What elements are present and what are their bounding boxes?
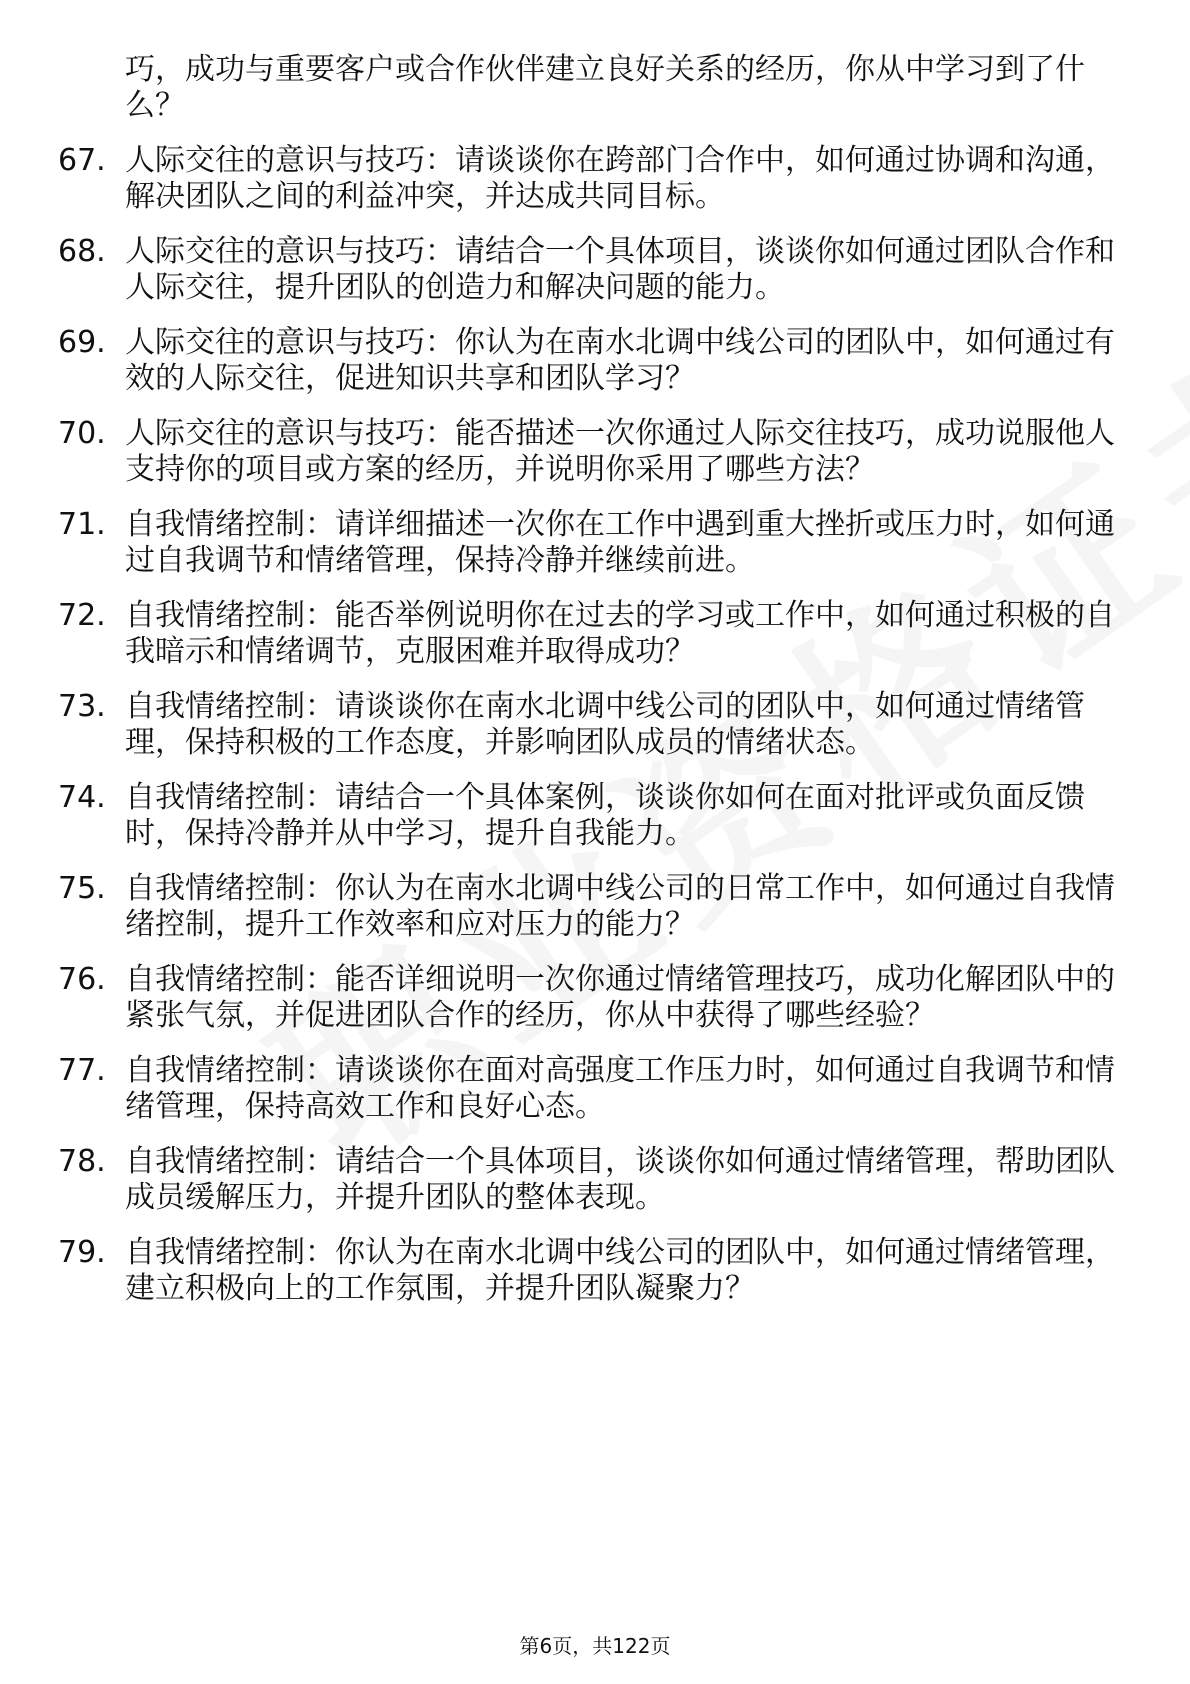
question-item-79: [58, 1235, 1128, 1307]
question-text: 自我情绪控制：请谈谈你在面对高强度工作压力时，如何通过自我调节和情绪管理，保持高效工作和良好心态。: [125, 1053, 1115, 1124]
question-number: 69.: [58, 325, 106, 360]
question-text: 自我情绪控制：请结合一个具体案例，谈谈你如何在面对批评或负面反馈时，保持冷静并从中学习，提升自我能力。: [125, 780, 1085, 851]
question-number: 76.: [58, 962, 106, 997]
question-number: 70.: [58, 416, 106, 451]
question-number: 71.: [58, 507, 106, 542]
question-item-77: [58, 1053, 1128, 1125]
question-text: 自我情绪控制：请谈谈你在南水北调中线公司的团队中，如何通过情绪管理，保持积极的工作态度，并影响团队成员的情绪状态。: [125, 689, 1085, 760]
question-item-74: [58, 780, 1128, 852]
question-text: 人际交往的意识与技巧：请谈谈你在跨部门合作中，如何通过协调和沟通，解决团队之间的利益冲突，并达成共同目标。: [125, 143, 1115, 214]
question-number: 72.: [58, 598, 106, 633]
question-text: 人际交往的意识与技巧：你认为在南水北调中线公司的团队中，如何通过有效的人际交往，促进知识共享和团队学习？: [125, 325, 1115, 396]
question-item-70: [58, 416, 1128, 488]
question-item-78: [58, 1144, 1128, 1216]
question-number: 73.: [58, 689, 106, 724]
question-text: 人际交往的意识与技巧：请结合一个具体项目，谈谈你如何通过团队合作和人际交往，提升团队的创造力和解决问题的能力。: [125, 234, 1115, 305]
question-item-72: [58, 598, 1128, 670]
question-item-73: [58, 689, 1128, 761]
question-text: 自我情绪控制：请详细描述一次你在工作中遇到重大挫折或压力时，如何通过自我调节和情绪管理，保持冷静并继续前进。: [125, 507, 1115, 578]
question-item-69: [58, 325, 1128, 397]
question-text: 自我情绪控制：你认为在南水北调中线公司的日常工作中，如何通过自我情绪控制，提升工作效率和应对压力的能力？: [125, 871, 1115, 942]
question-item-76: [58, 962, 1128, 1034]
continuation-text: 巧，成功与重要客户或合作伙伴建立良好关系的经历，你从中学习到了什么？: [125, 52, 1085, 123]
question-item-75: [58, 871, 1128, 943]
question-number: 79.: [58, 1235, 106, 1270]
question-item-67: [58, 143, 1128, 215]
question-text: 自我情绪控制：你认为在南水北调中线公司的团队中，如何通过情绪管理，建立积极向上的工作氛围，并提升团队凝聚力？: [125, 1235, 1115, 1306]
question-text: 人际交往的意识与技巧：能否描述一次你通过人际交往技巧，成功说服他人支持你的项目或方案的经历，并说明你采用了哪些方法？: [125, 416, 1115, 487]
question-number: 78.: [58, 1144, 106, 1179]
question-text: 自我情绪控制：请结合一个具体项目，谈谈你如何通过情绪管理，帮助团队成员缓解压力，并提升团队的整体表现。: [125, 1144, 1115, 1215]
question-item-68: [58, 234, 1128, 306]
question-number: 75.: [58, 871, 106, 906]
question-list: [58, 52, 1128, 1307]
question-number: 77.: [58, 1053, 106, 1088]
question-item-71: [58, 507, 1128, 579]
question-text: 自我情绪控制：能否举例说明你在过去的学习或工作中，如何通过积极的自我暗示和情绪调节，克服困难并取得成功？: [125, 598, 1115, 669]
question-text: 自我情绪控制：能否详细说明一次你通过情绪管理技巧，成功化解团队中的紧张气氛，并促进团队合作的经历，你从中获得了哪些经验？: [125, 962, 1115, 1033]
question-number: 67.: [58, 143, 106, 178]
question-number: 68.: [58, 234, 106, 269]
question-number: 74.: [58, 780, 106, 815]
page-footer: 第6页，共122页: [519, 1634, 671, 1658]
